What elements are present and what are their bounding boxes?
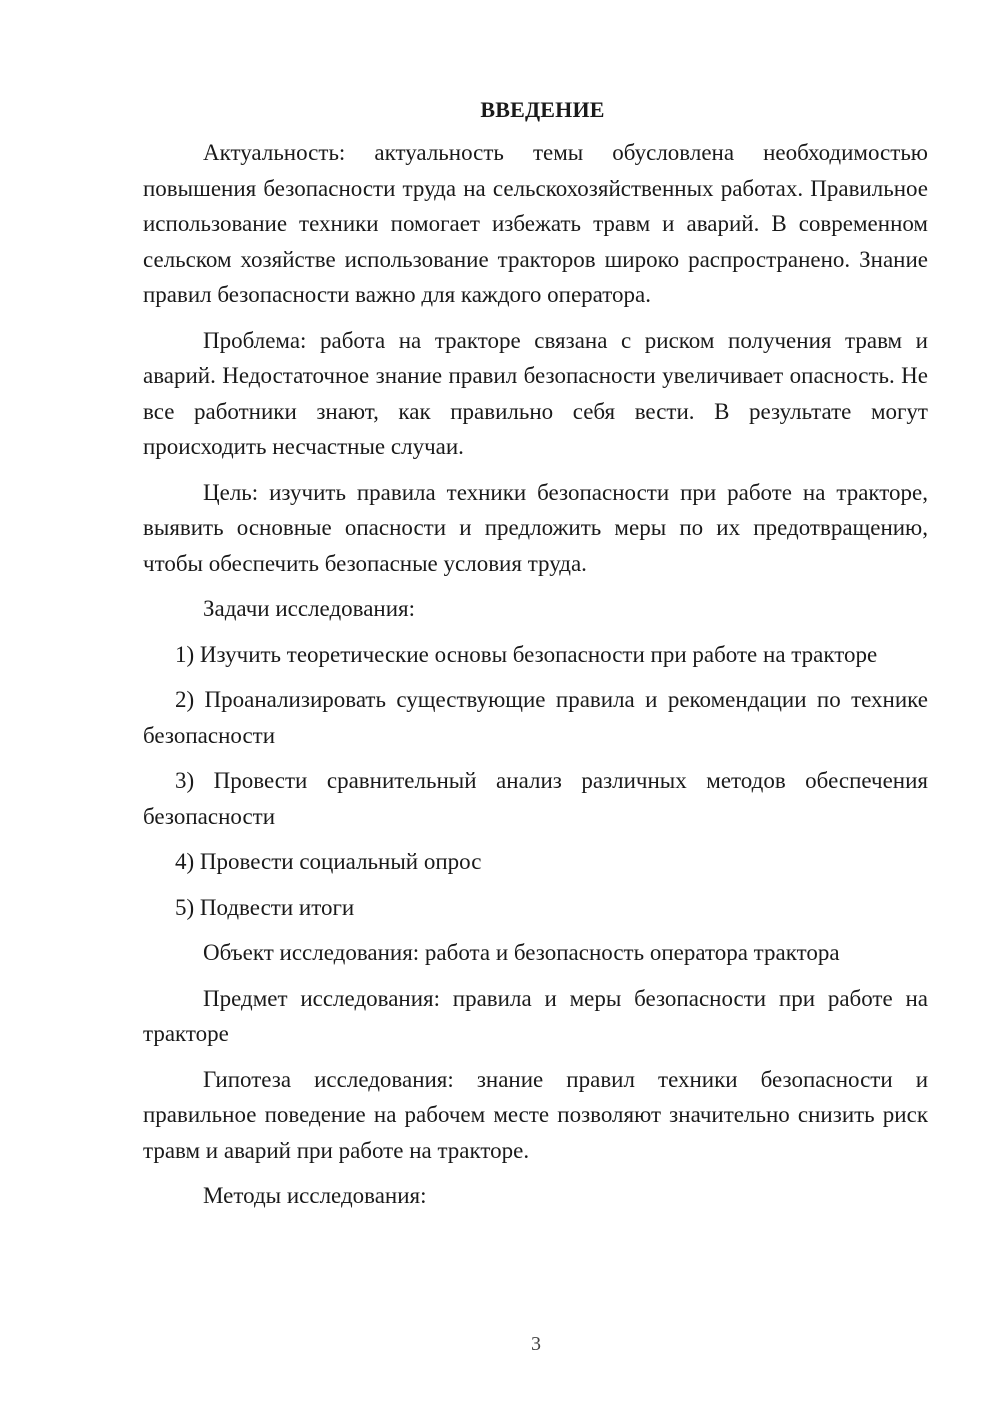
paragraph-methods: Методы исследования: (203, 1183, 427, 1208)
paragraph-subject: Предмет исследования: правила и меры безопасности при работе на тракторе (143, 985, 928, 1046)
paragraph-tasks-heading: Задачи исследования: (203, 596, 416, 621)
task-item-4: 4) Провести социальный опрос (175, 849, 482, 874)
paragraph-relevance: Актуальность: актуальность темы обусловлена необходимостью повышения безопасности труда на сельскохозяйственных работах. Правильное использование техники помогает избежать травм и аварий. В современном сельском хозяйстве использование тракторов широко распространено. Знание правил безопасности важно для каждого оператора. (143, 140, 928, 307)
page-number: 3 (531, 1333, 541, 1355)
task-item-3: 3) Провести сравнительный анализ различных методов обеспечения безопасности (143, 768, 928, 829)
task-item-5: 5) Подвести итоги (175, 894, 355, 920)
paragraph-problem: Проблема: работа на тракторе связана с риском получения травм и аварий. Недостаточное знание правил безопасности увеличивает опасность. Не все работники знают, как правильно себя вести. В результате могут происходить несчастные случаи. (143, 327, 928, 459)
paragraph-goal: Цель: изучить правила техники безопасности при работе на тракторе, выявить основные опасности и предложить меры по их предотвращению, чтобы обеспечить безопасные условия труда. (143, 479, 928, 576)
task-item-2: 2) Проанализировать существующие правила и рекомендации по технике безопасности (143, 687, 928, 748)
task-item-1: 1) Изучить теоретические основы безопасности при работе на тракторе (175, 641, 878, 667)
document-body (143, 95, 928, 1224)
paragraph-object: Объект исследования: работа и безопасность оператора трактора (203, 940, 840, 965)
paragraph-hypothesis: Гипотеза исследования: знание правил техники безопасности и правильное поведение на рабочем месте позволяют значительно снизить риск травм и аварий при работе на тракторе. (143, 1066, 928, 1163)
page-title: ВВЕДЕНИЕ (480, 97, 605, 122)
